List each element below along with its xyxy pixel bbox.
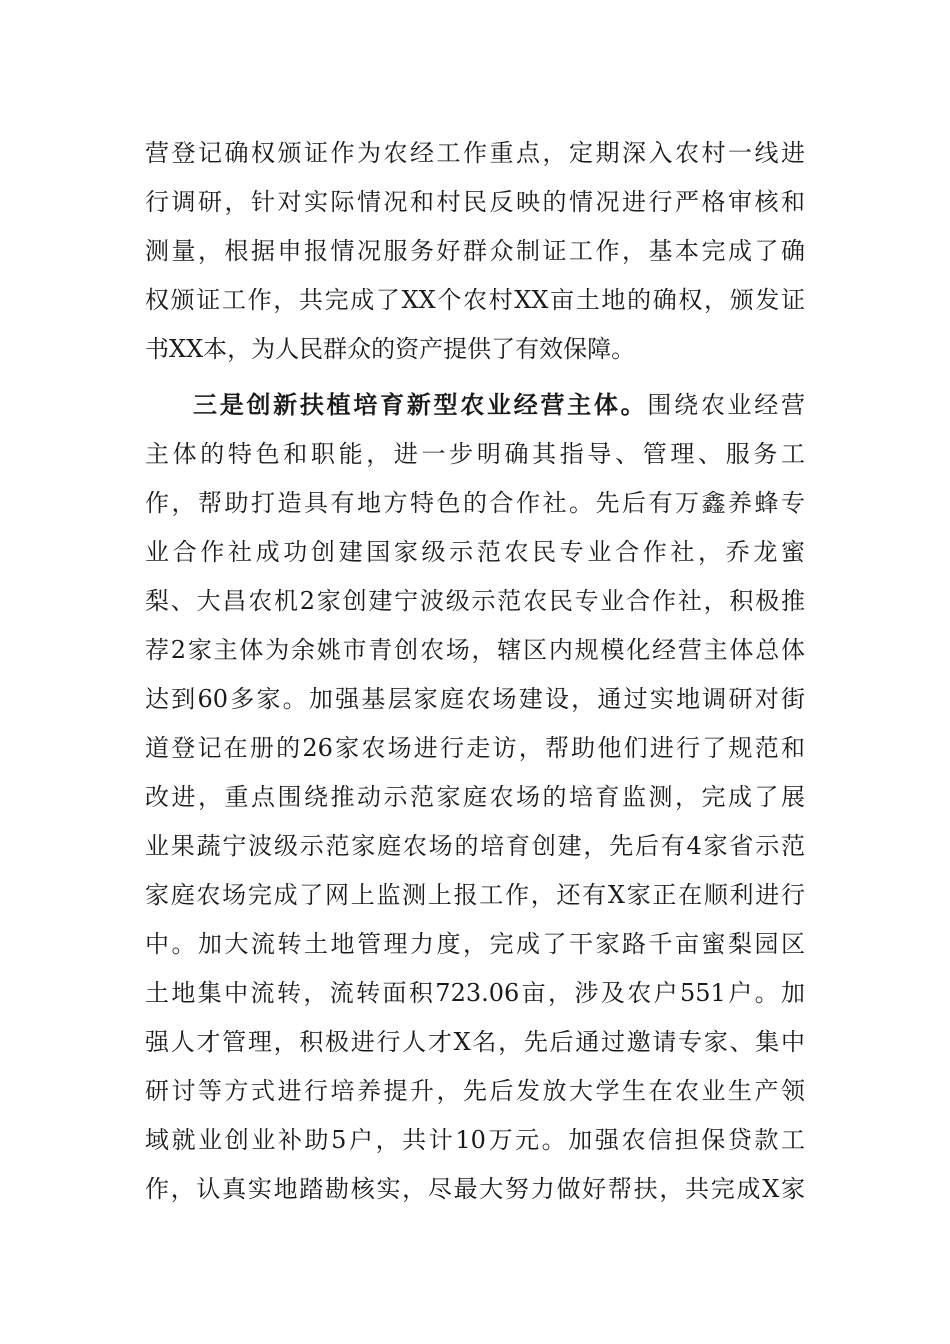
paragraph-line: 道登记在册的26家农场进行走访，帮助他们进行了规范和 (145, 734, 805, 762)
paragraph-line: 权颁证工作，共完成了XX个农村XX亩土地的确权，颁发证 (145, 286, 805, 314)
paragraph-line: 作，认真实地踏勘核实，尽最大努力做好帮扶，共完成X家 (145, 1175, 805, 1203)
paragraph-line: 主体的特色和职能，进一步明确其指导、管理、服务工 (145, 440, 805, 468)
paragraph-line: 营登记确权颁证作为农经工作重点，定期深入农村一线进 (145, 139, 805, 167)
paragraph-line: 土地集中流转，流转面积723.06亩，涉及农户551户。加 (145, 979, 805, 1007)
paragraph-line: 业合作社成功创建国家级示范农民专业合作社，乔龙蜜 (145, 538, 805, 566)
paragraph-line: 达到60多家。加强基层家庭农场建设，通过实地调研对街 (145, 685, 805, 713)
paragraph-line: 强人才管理，积极进行人才X名，先后通过邀请专家、集中 (145, 1028, 805, 1056)
paragraph-line: 中。加大流转土地管理力度，完成了干家路千亩蜜梨园区 (145, 930, 805, 958)
paragraph-line: 研讨等方式进行培养提升，先后发放大学生在农业生产领 (145, 1077, 805, 1105)
paragraph-line: 测量，根据申报情况服务好群众制证工作，基本完成了确 (145, 237, 805, 265)
paragraph-line: 改进，重点围绕推动示范家庭农场的培育监测，完成了展 (145, 783, 805, 811)
paragraph-heading: 三是创新扶植培育新型农业经营主体。 (193, 391, 648, 419)
paragraph-line: 家庭农场完成了网上监测上报工作，还有X家正在顺利进行 (145, 881, 805, 909)
paragraph-text: 围绕农业经营 (647, 391, 806, 419)
paragraph-line: 业果蔬宁波级示范家庭农场的培育创建，先后有4家省示范 (145, 832, 805, 860)
paragraph-line: 荐2家主体为余姚市青创农场，辖区内规模化经营主体总体 (145, 636, 805, 664)
paragraph-line: 书XX本，为人民群众的资产提供了有效保障。 (145, 335, 636, 363)
paragraph-line: 作，帮助打造具有地方特色的合作社。先后有万鑫养蜂专 (145, 489, 805, 517)
paragraph-line: 域就业创业补助5户，共计10万元。加强农信担保贷款工 (145, 1126, 805, 1154)
paragraph-line: 行调研，针对实际情况和村民反映的情况进行严格审核和 (145, 188, 805, 216)
paragraph-line: 梨、大昌农机2家创建宁波级示范农民专业合作社，积极推 (145, 587, 805, 615)
paragraph-first-line (145, 378, 805, 432)
